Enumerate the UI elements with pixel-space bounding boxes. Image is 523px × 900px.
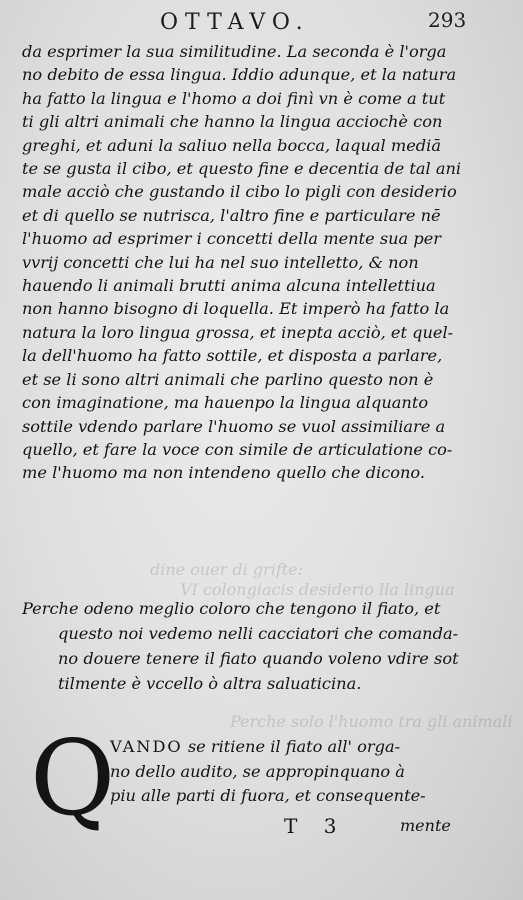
text-line: male acciò che gustando il cibo lo pigli con desiderio (22, 182, 457, 202)
text-line: con imaginatione, ma hauenpo la lingua alquanto (22, 393, 429, 413)
text-line: tilmente è vccello ò altra saluaticina. (58, 674, 362, 693)
show-through-text-3: Perche solo l'huomo tra gli animali (230, 712, 513, 731)
catchword: mente (400, 816, 451, 835)
text-line: ti gli altri animali che hanno la lingua acciochè con (22, 112, 443, 132)
text-line: no douere tenere il fiato quando voleno vdire sot (58, 649, 459, 668)
text-line: piu alle parti di fuora, et consequente- (110, 786, 426, 805)
opening-word: VANDO (110, 737, 183, 756)
page-number: 293 (428, 8, 467, 32)
text-line: ha fatto la lingua e l'homo a doi finì vn è come a tut (22, 88, 446, 108)
text-line: no dello audito, se appropinquano à (110, 761, 405, 781)
text-line: no debito de essa lingua. Iddio adunque, et la natura (22, 65, 457, 85)
paragraph-2 (22, 596, 492, 696)
text-line: la dell'huomo ha fatto sottile, et disposta a parlare, (22, 346, 443, 366)
page-header (0, 4, 523, 38)
signature-mark: T 3 (284, 814, 347, 838)
text-line: et se li sono altri animali che parlino questo non è (22, 369, 434, 389)
text-line (110, 735, 500, 760)
running-head: OTTAVO. (160, 10, 310, 35)
text-line: vvrij concetti che lui ha nel suo intelletto, & non (22, 252, 419, 272)
show-through-text-2: VI colongiacis desiderio lla lingua (180, 580, 455, 599)
paragraph-3 (110, 735, 500, 809)
text-line: da esprimer la sua similitudine. La seconda è l'orga (22, 42, 447, 61)
text-line: me l'huomo ma non intendeno quello che dicono. (22, 463, 426, 483)
show-through-text-1: dine ouer di grifte: (150, 560, 304, 579)
text-line: sottile vdendo parlare l'huomo se vuol assimiliare a (22, 416, 446, 436)
drop-cap: Q (30, 717, 116, 839)
text-line: te se gusta il cibo, et questo fine e decentia de tal ani (22, 159, 462, 179)
text-line: quello, et fare la voce con simile de articulatione co- (22, 439, 453, 459)
text-line: natura la loro lingua grossa, et inepta acciò, et quel- (22, 322, 454, 342)
text-line: greghi, et aduni la saliuo nella bocca, laqual mediā (22, 135, 442, 155)
text-fragment: se ritiene il fiato all' orga- (182, 737, 401, 756)
text-line: l'huomo ad esprimer i concetti della mente sua per (22, 229, 442, 249)
text-line: Perche odeno meglio coloro che tengono il fiato, et (22, 599, 441, 618)
paragraph-1 (22, 40, 492, 485)
text-line: non hanno bisogno di loquella. Et imperò ha fatto la (22, 299, 450, 319)
text-line: questo noi vedemo nelli cacciatori che comanda- (58, 624, 459, 643)
text-line: hauendo li animali brutti anima alcuna intellettiua (22, 276, 436, 296)
text-line: et di quello se nutrisca, l'altro fine e particulare nē (22, 205, 441, 225)
